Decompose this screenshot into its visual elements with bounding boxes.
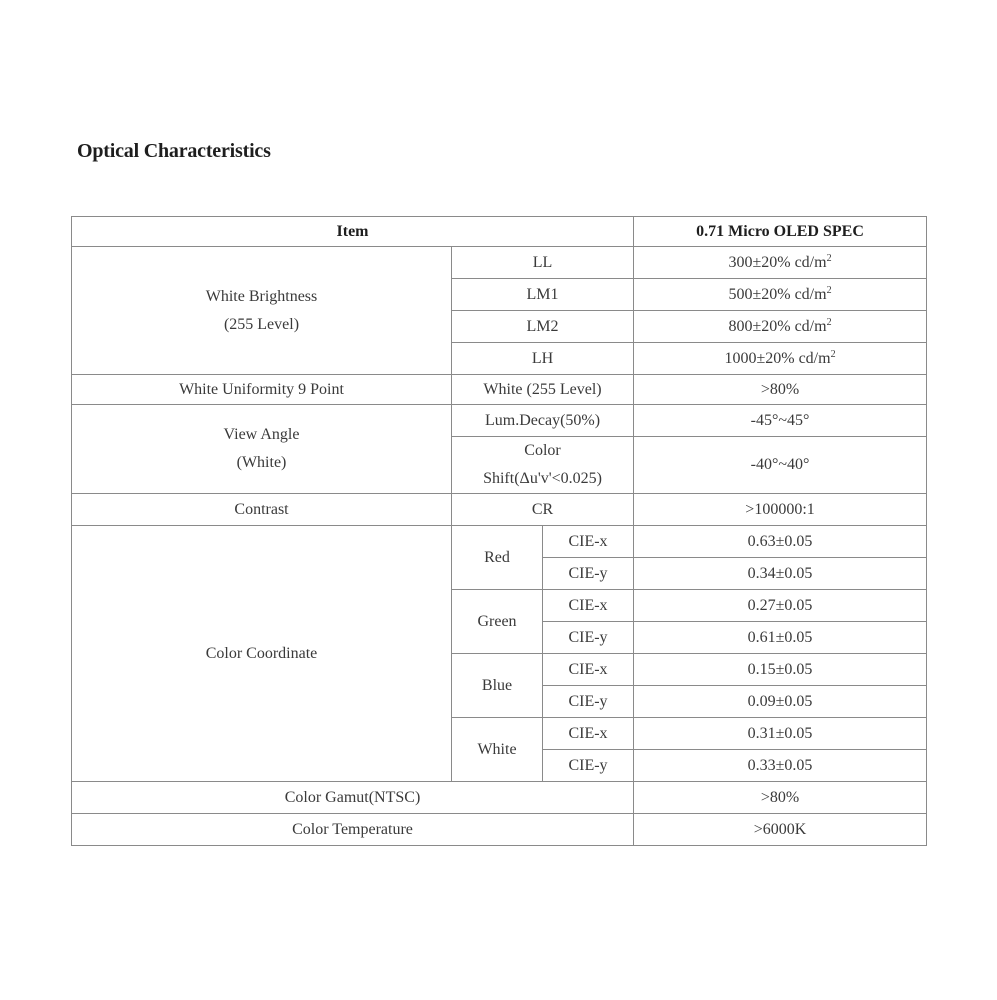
color-name-red: Red [452, 526, 543, 590]
brightness-value: 800±20% $cd/m^2$ [634, 311, 927, 343]
header-item: Item [72, 217, 634, 247]
brightness-level: LH [452, 343, 634, 375]
optical-characteristics-table [71, 216, 927, 846]
color-temperature-label: Color Temperature [72, 814, 634, 846]
cie-value: 0.61±0.05 [634, 622, 927, 654]
header-row [72, 217, 927, 247]
color-gamut-value: >80% [634, 782, 927, 814]
table-row [72, 405, 927, 437]
view-angle-condition: Lum.Decay(50%) [452, 405, 634, 437]
cie-label: CIE-y [543, 622, 634, 654]
header-spec: 0.71 Micro OLED SPEC [634, 217, 927, 247]
brightness-value: 1000±20% $cd/m^2$ [634, 343, 927, 375]
cie-label: CIE-x [543, 526, 634, 558]
table-row [72, 375, 927, 405]
cie-value: 0.34±0.05 [634, 558, 927, 590]
page-title: Optical Characteristics [77, 140, 271, 162]
cie-label: CIE-y [543, 750, 634, 782]
cie-label: CIE-x [543, 654, 634, 686]
cie-value: 0.15±0.05 [634, 654, 927, 686]
color-name-blue: Blue [452, 654, 543, 718]
brightness-level: LL [452, 247, 634, 279]
white-uniformity-condition: White (255 Level) [452, 375, 634, 405]
table-row [72, 782, 927, 814]
cie-label: CIE-x [543, 718, 634, 750]
brightness-value: 500±20% $cd/m^2$ [634, 279, 927, 311]
cie-value: 0.33±0.05 [634, 750, 927, 782]
color-name-green: Green [452, 590, 543, 654]
cie-label: CIE-y [543, 686, 634, 718]
table-row [72, 247, 927, 279]
view-angle-label: View Angle (White) [72, 405, 452, 494]
color-coordinate-label: Color Coordinate [72, 526, 452, 782]
cie-label: CIE-y [543, 558, 634, 590]
color-name-white: White [452, 718, 543, 782]
view-angle-value: -40°~40° [634, 437, 927, 494]
contrast-condition: CR [452, 494, 634, 526]
contrast-value: >100000:1 [634, 494, 927, 526]
white-brightness-label: White Brightness (255 Level) [72, 247, 452, 375]
brightness-value: 300±20% $cd/m^2$ [634, 247, 927, 279]
view-angle-condition: Color Shift(Δu'v'<0.025) [452, 437, 634, 494]
cie-value: 0.09±0.05 [634, 686, 927, 718]
contrast-label: Contrast [72, 494, 452, 526]
color-gamut-label: Color Gamut(NTSC) [72, 782, 634, 814]
cie-value: 0.27±0.05 [634, 590, 927, 622]
table-row [72, 814, 927, 846]
cie-value: 0.31±0.05 [634, 718, 927, 750]
table-row [72, 526, 927, 558]
color-temperature-value: >6000K [634, 814, 927, 846]
cie-label: CIE-x [543, 590, 634, 622]
white-uniformity-label: White Uniformity 9 Point [72, 375, 452, 405]
view-angle-value: -45°~45° [634, 405, 927, 437]
cie-value: 0.63±0.05 [634, 526, 927, 558]
table-row [72, 494, 927, 526]
white-uniformity-value: >80% [634, 375, 927, 405]
brightness-level: LM1 [452, 279, 634, 311]
brightness-level: LM2 [452, 311, 634, 343]
